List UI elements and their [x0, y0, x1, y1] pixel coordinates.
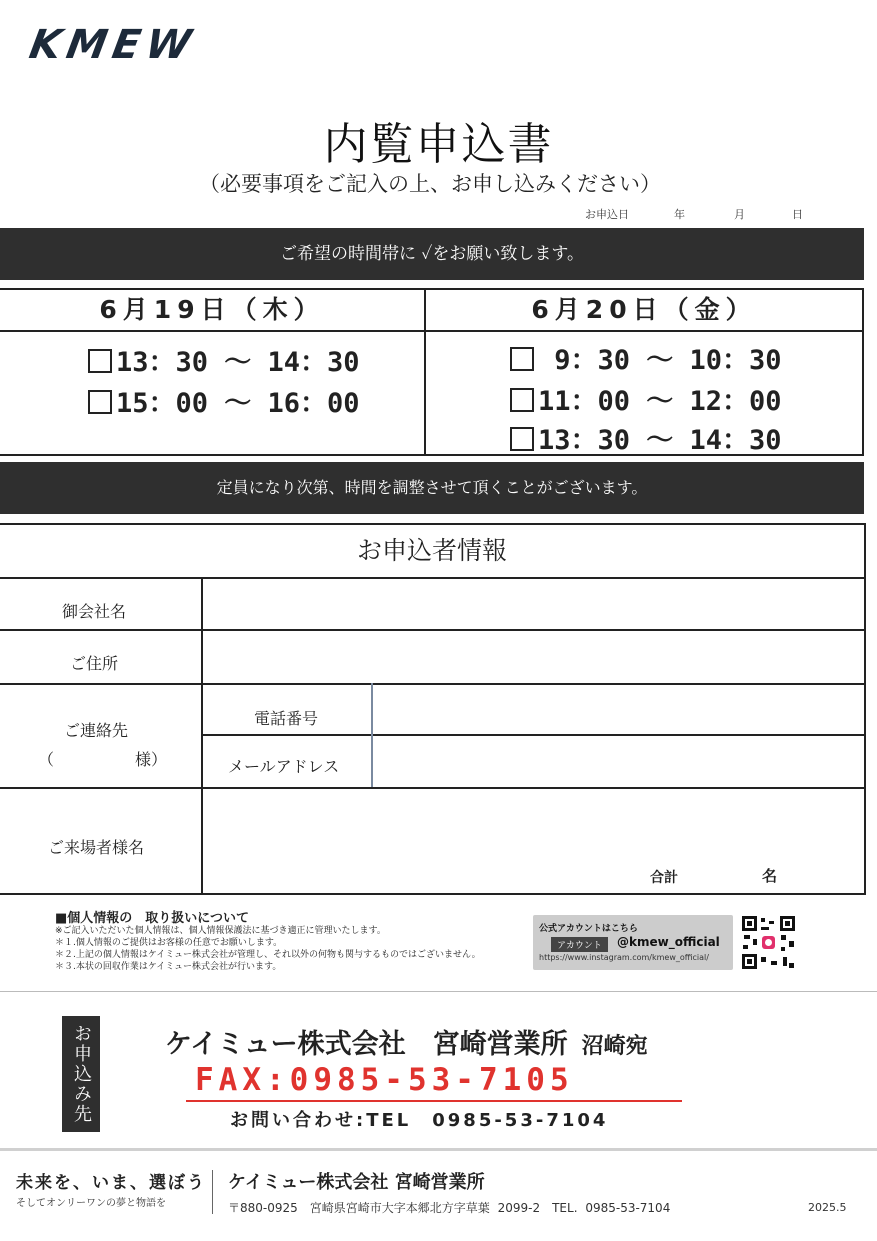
- checkbox-icon: [510, 347, 534, 371]
- instagram-handle: @kmew_official: [617, 935, 720, 949]
- footer-slogan-sub: そしてオンリーワンの夢と物語を: [16, 1198, 166, 1209]
- slot-time: 15：00 ～ 16：00: [116, 388, 360, 419]
- phone-label: 電話番号: [254, 709, 319, 728]
- contact-company-name: ケイミュー株式会社 宮崎営業所: [165, 1029, 568, 1060]
- schedule-table: [0, 288, 864, 456]
- checkbox-icon: [88, 390, 112, 414]
- slot-checkbox[interactable]: [510, 379, 782, 418]
- schedule-day-2: [426, 290, 862, 454]
- footer-divider: [0, 1148, 877, 1151]
- footer-version: 2025.5: [808, 1201, 847, 1214]
- slot-time: 13：30 ～ 14：30: [538, 425, 782, 456]
- footer-slogan: 未来を、いま、選ぼう: [16, 1173, 206, 1193]
- footer-company: ケイミュー株式会社 宮崎営業所: [228, 1172, 485, 1193]
- contact-attention: 沼崎宛: [581, 1034, 648, 1059]
- schedule-day-1-header: 6月19日（木）: [0, 290, 424, 332]
- footer-address: 〒880-0925 宮崎県宮崎市大字本郷北方字草葉 2099-2 TEL. 0985-53-7104: [228, 1201, 671, 1215]
- slot-checkbox[interactable]: [88, 381, 360, 420]
- privacy-notice: [55, 913, 481, 973]
- time-instruction-bar: ご希望の時間帯に ✓をお願い致します。: [0, 228, 864, 280]
- instagram-tag: アカウント: [551, 937, 608, 952]
- privacy-line: ＊１.個人情報のご提供はお客様の任意でお願いします。: [55, 938, 283, 948]
- total-label: 合計: [650, 870, 678, 886]
- company-label: 御会社名: [62, 602, 127, 621]
- phone-field[interactable]: [374, 685, 862, 734]
- application-date: [585, 206, 803, 222]
- page-subtitle: （必要事項をご記入の上、お申し込みください）: [199, 172, 661, 196]
- privacy-title: ■個人情報の 取り扱いについて: [55, 911, 250, 926]
- contact-sama: 様）: [135, 750, 168, 769]
- email-label: メールアドレス: [228, 757, 340, 776]
- footer-separator: [212, 1170, 213, 1214]
- contact-tab: お申込み先: [62, 1016, 100, 1132]
- divider: [0, 991, 877, 992]
- contact-label: ご連絡先: [64, 721, 129, 740]
- checkbox-icon: [510, 388, 534, 412]
- email-field[interactable]: [374, 736, 862, 787]
- kmew-logo: KMEW: [25, 22, 201, 68]
- application-date-month: 月: [734, 208, 745, 221]
- application-date-year: 年: [674, 208, 685, 221]
- visitors-label: ご来場者様名: [48, 838, 145, 857]
- address-label: ご住所: [70, 654, 119, 673]
- privacy-line: ＊３.本状の回収作業はケイミュー株式会社が行います。: [55, 962, 282, 972]
- page-title: 内覧申込書: [323, 119, 554, 170]
- schedule-day-2-header: 6月20日（金）: [426, 290, 862, 332]
- total-unit: 名: [762, 867, 778, 885]
- applicant-info-title: お申込者情報: [0, 525, 864, 579]
- slot-checkbox[interactable]: [88, 340, 360, 379]
- application-date-label: お申込日: [585, 208, 629, 221]
- slot-time: 13：30 ～ 14：30: [116, 347, 360, 378]
- schedule-day-1: [0, 290, 426, 454]
- instagram-banner: [533, 915, 733, 970]
- contact-company: [165, 1022, 648, 1061]
- application-date-day: 日: [792, 208, 803, 221]
- address-field[interactable]: [204, 631, 862, 683]
- checkbox-icon: [510, 427, 534, 451]
- slot-checkbox[interactable]: [510, 418, 782, 457]
- privacy-line: ※ご記入いただいた個人情報は、個人情報保護法に基づき適正に管理いたします。: [55, 926, 386, 936]
- fax-number: FAX:0985-53-7105: [195, 1062, 574, 1098]
- instagram-heading: 公式アカウントはこちら: [539, 924, 638, 934]
- privacy-line: ＊２.上記の個人情報はケイミュー株式会社が管理し、それ以外の何物も関与するものではございません。: [55, 950, 481, 960]
- contact-paren-open: （: [38, 750, 55, 769]
- company-field[interactable]: [204, 579, 862, 629]
- slot-checkbox[interactable]: [510, 338, 782, 377]
- notice-bar: 定員になり次第、時間を調整させて頂くことがございます。: [0, 462, 864, 514]
- checkbox-icon: [88, 349, 112, 373]
- tel-number: お問い合わせ:TEL 0985-53-7104: [230, 1110, 609, 1131]
- qr-code-icon: [741, 915, 796, 970]
- contact-person-field[interactable]: [62, 745, 132, 767]
- applicant-info-form: [0, 523, 866, 895]
- slot-time: 9：30 ～ 10：30: [538, 345, 782, 376]
- slot-time: 11：00 ～ 12：00: [538, 386, 782, 417]
- fax-underline: [186, 1100, 682, 1102]
- instagram-url[interactable]: https://www.instagram.com/kmew_official/: [539, 953, 709, 962]
